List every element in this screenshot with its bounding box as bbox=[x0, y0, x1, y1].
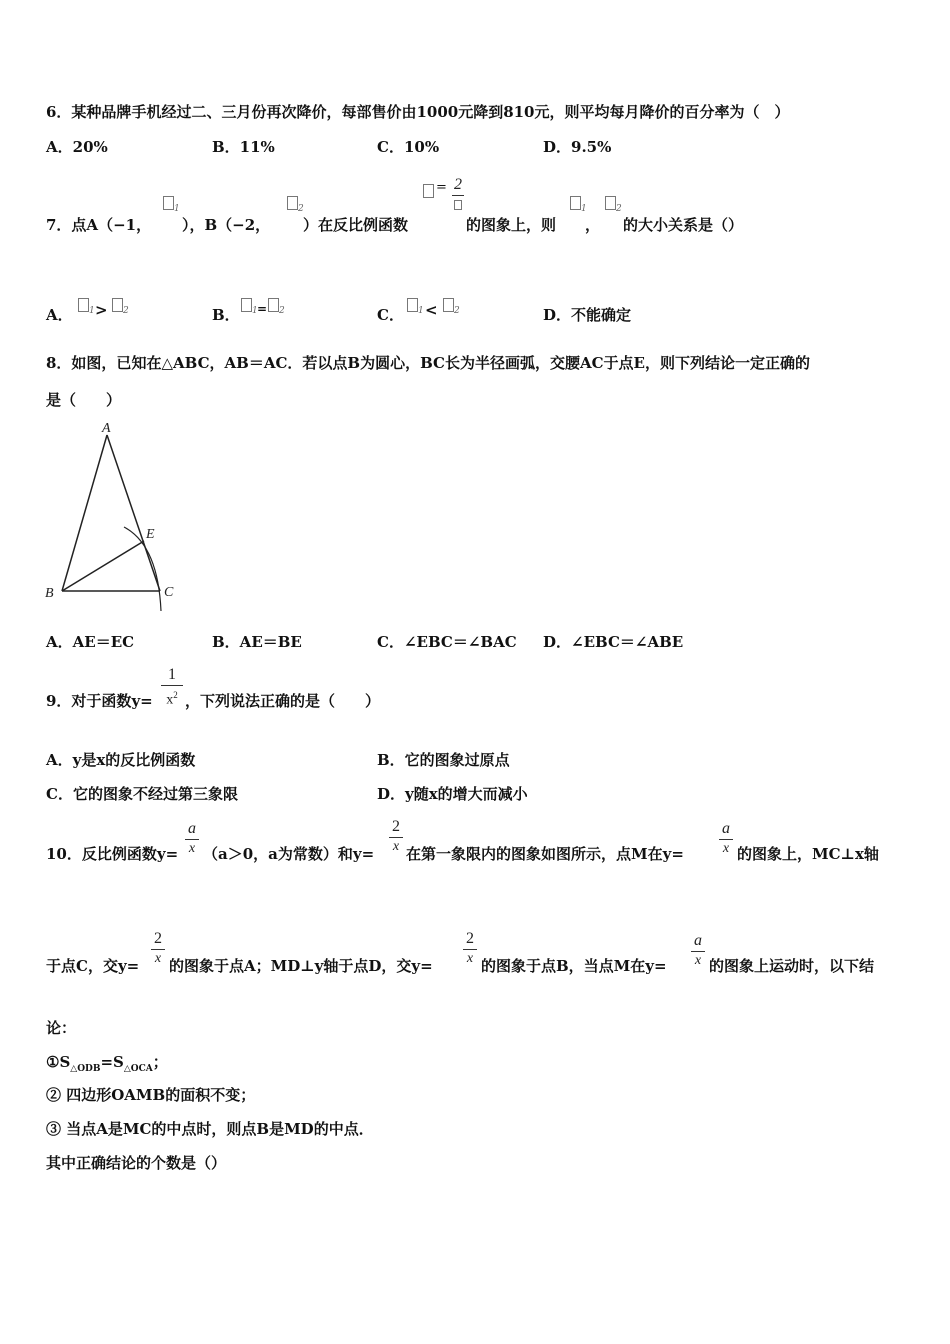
y2-placeholder-icon bbox=[443, 298, 454, 312]
q6-option-b: B．11% bbox=[212, 138, 275, 156]
q10-last-line: 其中正确结论的个数是（） bbox=[46, 1154, 227, 1172]
y1-placeholder-icon bbox=[407, 298, 418, 312]
q7-option-c-relation: < bbox=[425, 301, 438, 319]
q10-statement-2: ② 四边形OAMB的面积不变； bbox=[46, 1086, 256, 1104]
y1-placeholder-icon bbox=[570, 196, 581, 210]
function-fraction bbox=[452, 176, 464, 215]
q10-statement-1 bbox=[46, 1053, 168, 1078]
statement-1-sub2: △OCA bbox=[123, 1064, 153, 1074]
q9-fraction-numerator: 1 bbox=[168, 666, 176, 683]
fraction-numerator: a bbox=[694, 932, 702, 949]
function-fraction-numerator: 2 bbox=[454, 176, 462, 193]
statement-1-main: ①S bbox=[46, 1053, 71, 1071]
y2-placeholder-icon bbox=[112, 298, 123, 312]
q9-option-a: A．y是x的反比例函数 bbox=[46, 751, 196, 769]
q10-fraction-2-over-x bbox=[463, 930, 477, 967]
q10-fraction-2-over-x bbox=[389, 818, 403, 855]
fraction-bar bbox=[389, 837, 403, 838]
fraction-denominator: x bbox=[392, 839, 400, 854]
q7-stem-part3: ）在反比例函数 bbox=[303, 216, 409, 234]
q9-fraction bbox=[161, 666, 183, 709]
q10-line2-part2: 的图象于点A；MD⊥y轴于点D，交y= bbox=[169, 957, 433, 975]
q10-line1-part1: 10．反比例函数y= bbox=[46, 845, 179, 863]
y1-placeholder-icon bbox=[241, 298, 252, 312]
label-a: A bbox=[102, 421, 111, 436]
q8-stem-line1: 8．如图，已知在△ABC，AB＝AC．若以点B为圆心，BC长为半径画弧，交腰AC于点E，则下列结论一定正确的 bbox=[46, 354, 810, 372]
q8-option-d: D．∠EBC＝∠ABE bbox=[543, 633, 684, 651]
q10-statement-3: ③ 当点A是MC的中点时，则点B是MD的中点． bbox=[46, 1120, 374, 1138]
q9-option-d: D．y随x的增大而减小 bbox=[377, 785, 528, 803]
y1-subscript: 1 bbox=[174, 204, 180, 214]
y1-placeholder-icon bbox=[78, 298, 89, 312]
fraction-numerator: 2 bbox=[466, 930, 474, 947]
q10-fraction-2-over-x bbox=[151, 930, 165, 967]
fraction-denominator: x bbox=[154, 951, 162, 966]
q10-line1-part4: 的图象上，MC⊥x轴 bbox=[737, 845, 879, 863]
label-e: E bbox=[146, 527, 155, 542]
q9-option-c: C．它的图象不经过第三象限 bbox=[46, 785, 238, 803]
function-fraction-denominator-icon bbox=[454, 200, 462, 210]
q7-option-b-relation: = bbox=[257, 302, 268, 316]
fraction-denominator: x bbox=[466, 951, 474, 966]
fraction-bar bbox=[161, 685, 183, 686]
q9-stem-suffix: ，下列说法正确的是（ ） bbox=[185, 692, 381, 710]
q7-stem-part2: ），B（−2， bbox=[182, 216, 271, 234]
q9-fraction-denominator bbox=[161, 687, 183, 709]
y1-subscript: 1 bbox=[252, 306, 258, 316]
q7-option-a-relation: > bbox=[95, 301, 108, 319]
q10-line1-part3: 在第一象限内的图象如图所示，点M在y= bbox=[406, 845, 684, 863]
q7-option-d: D．不能确定 bbox=[543, 306, 632, 324]
y1-subscript: 1 bbox=[89, 306, 95, 316]
q7-stem-part1: 7．点A（−1， bbox=[46, 216, 152, 234]
q10-line3: 论： bbox=[46, 1019, 77, 1037]
q9-fraction-x: x bbox=[166, 692, 174, 708]
fraction-bar bbox=[463, 949, 477, 950]
y2-subscript: 2 bbox=[616, 204, 622, 214]
fraction-bar bbox=[151, 949, 165, 950]
y1-placeholder-icon bbox=[163, 196, 174, 210]
q7-stem-part4: 的图象上，则 bbox=[466, 216, 557, 234]
function-equals: = bbox=[436, 180, 447, 195]
q7-option-c-label: C． bbox=[377, 306, 404, 324]
q9-stem-prefix: 9．对于函数y= bbox=[46, 692, 153, 710]
q6-option-a: A．20% bbox=[46, 138, 108, 156]
statement-1-eq: =S bbox=[100, 1053, 124, 1071]
label-b: B bbox=[45, 586, 54, 601]
fraction-bar bbox=[185, 839, 199, 840]
triangle-figure bbox=[40, 415, 190, 620]
q8-stem-line2: 是（ ） bbox=[46, 391, 122, 409]
q10-line2-part3: 的图象于点B，当点M在y= bbox=[481, 957, 667, 975]
q10-fraction-a-over-x bbox=[719, 820, 733, 857]
fraction-denominator: x bbox=[188, 841, 196, 856]
q9-fraction-exponent: 2 bbox=[173, 690, 178, 700]
q6-option-c: C．10% bbox=[377, 138, 440, 156]
q7-option-a-label: A． bbox=[46, 306, 73, 324]
y2-subscript: 2 bbox=[454, 306, 460, 316]
q10-fraction-a-over-x bbox=[691, 932, 705, 969]
q10-fraction-a-over-x bbox=[185, 820, 199, 857]
fraction-bar bbox=[691, 951, 705, 952]
y2-placeholder-icon bbox=[287, 196, 298, 210]
q6-option-d: D．9.5% bbox=[543, 138, 612, 156]
fraction-numerator: 2 bbox=[392, 818, 400, 835]
fraction-bar bbox=[452, 195, 464, 196]
q10-line1-part2: （a＞0，a为常数）和y= bbox=[203, 845, 375, 863]
q10-line2-part1: 于点C，交y= bbox=[46, 957, 140, 975]
y2-subscript: 2 bbox=[123, 306, 129, 316]
q8-option-a: A．AE＝EC bbox=[46, 633, 135, 651]
fraction-numerator: a bbox=[722, 820, 730, 837]
y2-subscript: 2 bbox=[298, 204, 304, 214]
y2-placeholder-icon bbox=[268, 298, 279, 312]
q9-option-b: B．它的图象过原点 bbox=[377, 751, 510, 769]
statement-1-sub1: △ODB bbox=[70, 1064, 101, 1074]
y2-placeholder-icon bbox=[605, 196, 616, 210]
fraction-denominator: x bbox=[722, 841, 730, 856]
y1-subscript: 1 bbox=[581, 204, 587, 214]
y2-subscript: 2 bbox=[279, 306, 285, 316]
q10-line2-part4: 的图象上运动时，以下结 bbox=[709, 957, 875, 975]
q8-option-c: C．∠EBC＝∠BAC bbox=[377, 633, 517, 651]
label-c: C bbox=[164, 585, 174, 600]
function-y-placeholder-icon bbox=[423, 184, 434, 198]
q7-option-b-label: B． bbox=[212, 306, 240, 324]
fraction-bar bbox=[719, 839, 733, 840]
fraction-denominator: x bbox=[694, 953, 702, 968]
fraction-numerator: a bbox=[188, 820, 196, 837]
q8-option-b: B．AE＝BE bbox=[212, 633, 302, 651]
y1-subscript: 1 bbox=[418, 306, 424, 316]
q7-stem-part6: 的大小关系是（） bbox=[623, 216, 744, 234]
fraction-numerator: 2 bbox=[154, 930, 162, 947]
statement-1-end: ； bbox=[152, 1053, 168, 1071]
side-ac bbox=[107, 435, 160, 591]
q7-stem-part5: ， bbox=[585, 216, 601, 234]
q6-stem: 6．某种品牌手机经过二、三月份再次降价，每部售价由1000元降到810元，则平均每月降价的百分率为（ ） bbox=[46, 103, 790, 121]
